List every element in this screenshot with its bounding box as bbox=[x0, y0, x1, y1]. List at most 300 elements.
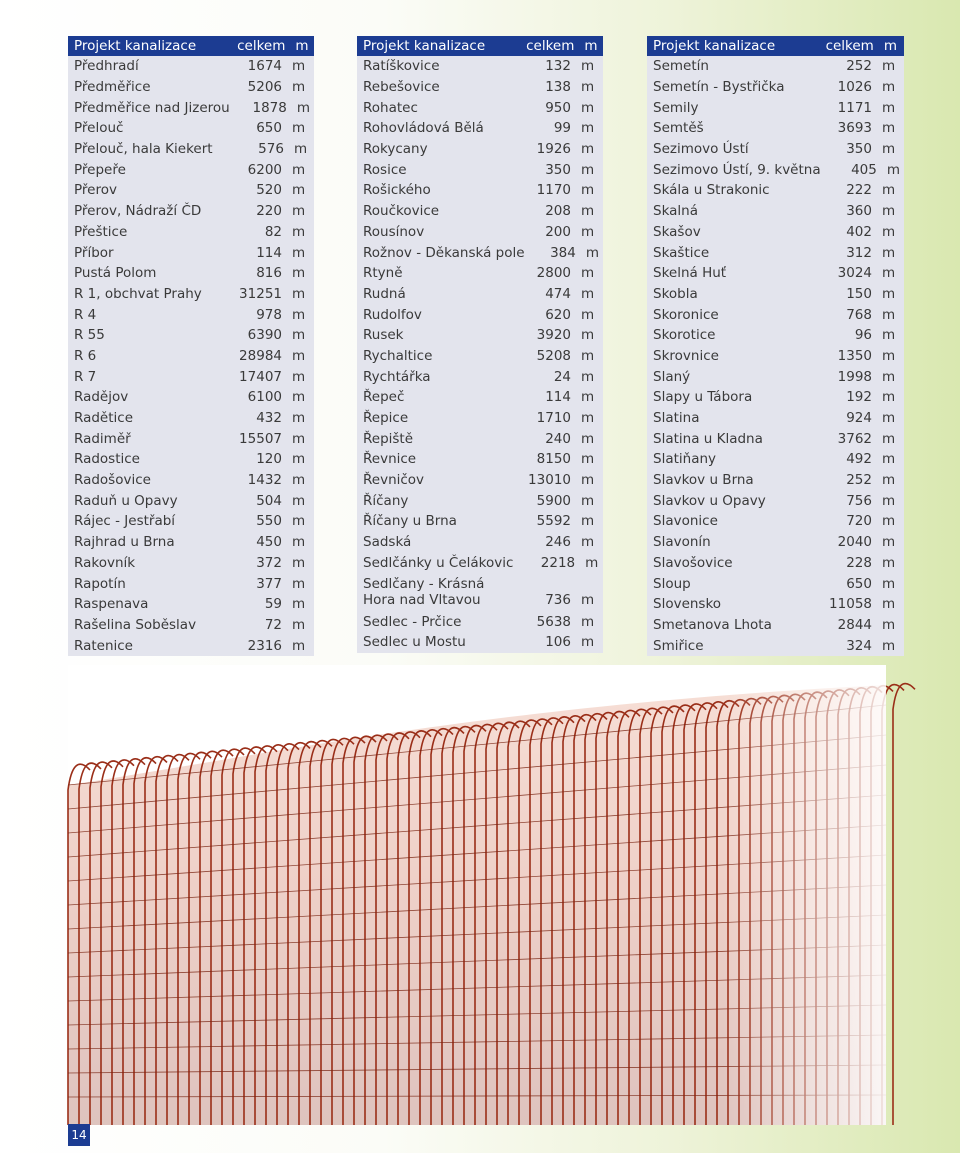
row-length: 504 bbox=[256, 492, 282, 509]
table-header bbox=[357, 36, 603, 56]
table-row bbox=[647, 284, 904, 305]
row-unit: m bbox=[882, 554, 896, 571]
row-unit: m bbox=[292, 120, 306, 137]
row-length: 350 bbox=[545, 161, 571, 178]
table-row bbox=[68, 77, 314, 98]
header-total: celkem bbox=[526, 38, 575, 54]
row-length: 5592 bbox=[536, 513, 571, 530]
row-location: Sezimovo Ústí, 9. května bbox=[653, 161, 821, 178]
row-length: 28984 bbox=[239, 347, 282, 364]
row-unit: m bbox=[292, 389, 306, 406]
row-location: Radiměř bbox=[74, 430, 131, 447]
table-row bbox=[647, 304, 904, 325]
row-length: 432 bbox=[256, 410, 282, 427]
header-project: Projekt kanalizace bbox=[653, 38, 776, 54]
row-unit: m bbox=[292, 513, 306, 530]
row-location: Rosice bbox=[363, 161, 407, 178]
row-location: Slavošovice bbox=[653, 554, 733, 571]
row-location: Smetanova Lhota bbox=[653, 616, 772, 633]
row-length: 978 bbox=[256, 306, 282, 323]
row-length: 200 bbox=[545, 223, 571, 240]
row-location: Smiřice bbox=[653, 637, 704, 654]
row-location: R 7 bbox=[74, 368, 97, 385]
table-row bbox=[647, 222, 904, 243]
row-unit: m bbox=[581, 534, 595, 551]
row-unit: m bbox=[882, 79, 896, 96]
row-unit: m bbox=[292, 451, 306, 468]
row-unit: m bbox=[581, 410, 595, 427]
row-unit: m bbox=[292, 616, 306, 633]
row-unit: m bbox=[581, 430, 595, 447]
row-unit: m bbox=[292, 244, 306, 261]
table-row bbox=[357, 449, 603, 470]
row-location: Předměřice nad Jizerou bbox=[74, 99, 230, 116]
row-length: 450 bbox=[256, 534, 282, 551]
row-length: 756 bbox=[846, 492, 872, 509]
row-unit: m bbox=[581, 79, 595, 96]
row-length: 208 bbox=[545, 203, 571, 220]
row-location: Řevničov bbox=[363, 472, 425, 489]
row-location: Slovensko bbox=[653, 596, 722, 613]
row-length: 192 bbox=[846, 389, 872, 406]
row-length: 1674 bbox=[247, 58, 282, 75]
row-location: Rožnov - Děkanská pole bbox=[363, 244, 525, 261]
row-location: Slatina bbox=[653, 410, 700, 427]
row-length: 99 bbox=[553, 120, 571, 137]
table-row bbox=[68, 346, 314, 367]
table-row bbox=[357, 263, 603, 284]
row-unit: m bbox=[581, 120, 595, 137]
row-location: Příbor bbox=[74, 244, 114, 261]
row-location: Rebešovice bbox=[363, 79, 440, 96]
row-unit: m bbox=[581, 492, 595, 509]
row-unit: m bbox=[581, 141, 595, 158]
row-location: Říčany bbox=[363, 492, 409, 509]
row-location: Rusek bbox=[363, 327, 404, 344]
row-length: 2800 bbox=[536, 265, 571, 282]
row-location: Rychaltice bbox=[363, 347, 433, 364]
row-location: Říčany u Brna bbox=[363, 513, 457, 530]
row-location: R 4 bbox=[74, 306, 97, 323]
row-length: 222 bbox=[846, 182, 872, 199]
row-length: 6100 bbox=[247, 389, 282, 406]
row-location: Skaštice bbox=[653, 244, 710, 261]
table-row bbox=[357, 553, 603, 574]
header-project: Projekt kanalizace bbox=[74, 38, 197, 54]
row-location: Rohovládová Bělá bbox=[363, 120, 484, 137]
table-row bbox=[357, 139, 603, 160]
table-row bbox=[647, 594, 904, 615]
header-unit: m bbox=[584, 38, 598, 54]
table-row bbox=[68, 573, 314, 594]
table-row bbox=[357, 428, 603, 449]
row-unit: m bbox=[581, 472, 595, 489]
row-unit: m bbox=[581, 285, 595, 302]
table-row bbox=[357, 366, 603, 387]
row-length: 11058 bbox=[829, 596, 872, 613]
pipe-rib bbox=[893, 684, 915, 1125]
row-length: 82 bbox=[264, 223, 282, 240]
row-location: Semetín - Bystřička bbox=[653, 79, 785, 96]
row-length: 114 bbox=[256, 244, 282, 261]
row-length: 950 bbox=[545, 99, 571, 116]
table-header bbox=[68, 36, 314, 56]
row-location: Skála u Strakonic bbox=[653, 182, 770, 199]
table-row bbox=[68, 449, 314, 470]
row-location: Skašov bbox=[653, 223, 701, 240]
row-length: 120 bbox=[256, 451, 282, 468]
row-length: 576 bbox=[258, 141, 284, 158]
table-row bbox=[647, 325, 904, 346]
row-location: Skobla bbox=[653, 285, 698, 302]
table-row bbox=[68, 263, 314, 284]
table-row bbox=[357, 325, 603, 346]
row-unit: m bbox=[296, 99, 310, 116]
row-location: Ratíškovice bbox=[363, 58, 440, 75]
row-length: 5900 bbox=[536, 492, 571, 509]
row-length: 1026 bbox=[837, 79, 872, 96]
row-length: 492 bbox=[846, 451, 872, 468]
row-location: Přerov bbox=[74, 182, 117, 199]
row-unit: m bbox=[882, 368, 896, 385]
row-unit: m bbox=[882, 285, 896, 302]
row-unit: m bbox=[581, 223, 595, 240]
row-length: 1878 bbox=[252, 99, 287, 116]
row-unit: m bbox=[882, 534, 896, 551]
row-unit: m bbox=[292, 79, 306, 96]
row-length: 350 bbox=[846, 141, 872, 158]
header-unit: m bbox=[883, 38, 897, 54]
table-row bbox=[68, 242, 314, 263]
table-row bbox=[357, 222, 603, 243]
row-length: 72 bbox=[264, 616, 282, 633]
table-row bbox=[357, 97, 603, 118]
corrugated-pipe-image bbox=[68, 665, 886, 1125]
row-location: Sedlčany - Krásná Hora nad Vltavou bbox=[363, 576, 485, 609]
row-length: 2040 bbox=[837, 534, 872, 551]
table-row bbox=[357, 56, 603, 77]
table-row bbox=[647, 387, 904, 408]
row-length: 1350 bbox=[837, 347, 872, 364]
row-location: Rousínov bbox=[363, 223, 425, 240]
table-row bbox=[357, 470, 603, 491]
table-column-1 bbox=[68, 36, 314, 656]
row-length: 252 bbox=[846, 58, 872, 75]
row-length: 2316 bbox=[247, 637, 282, 654]
row-length: 24 bbox=[553, 368, 571, 385]
table-row bbox=[68, 490, 314, 511]
table-row bbox=[647, 615, 904, 636]
row-length: 3024 bbox=[837, 265, 872, 282]
row-unit: m bbox=[581, 306, 595, 323]
header-project: Projekt kanalizace bbox=[363, 38, 486, 54]
row-unit: m bbox=[882, 410, 896, 427]
row-unit: m bbox=[882, 182, 896, 199]
table-row bbox=[68, 594, 314, 615]
row-location: Rudná bbox=[363, 285, 406, 302]
row-unit: m bbox=[882, 492, 896, 509]
row-location: Slaný bbox=[653, 368, 691, 385]
row-location: Radějov bbox=[74, 389, 129, 406]
row-location: Slavonín bbox=[653, 534, 711, 551]
row-unit: m bbox=[292, 596, 306, 613]
row-length: 924 bbox=[846, 410, 872, 427]
row-location: Přelouč, hala Kiekert bbox=[74, 141, 213, 158]
row-unit: m bbox=[292, 285, 306, 302]
row-length: 228 bbox=[846, 554, 872, 571]
table-row bbox=[68, 553, 314, 574]
row-location: Rychtářka bbox=[363, 368, 431, 385]
row-length: 384 bbox=[550, 244, 576, 261]
row-location: Sloup bbox=[653, 575, 691, 592]
row-length: 8150 bbox=[536, 451, 571, 468]
row-length: 650 bbox=[846, 575, 872, 592]
row-unit: m bbox=[581, 203, 595, 220]
table-row bbox=[647, 449, 904, 470]
row-length: 96 bbox=[854, 327, 872, 344]
row-location: Slapy u Tábora bbox=[653, 389, 753, 406]
table-row bbox=[357, 532, 603, 553]
table-row bbox=[357, 304, 603, 325]
table-row bbox=[68, 118, 314, 139]
row-unit: m bbox=[581, 389, 595, 406]
table-row bbox=[647, 242, 904, 263]
row-location: Skorotice bbox=[653, 327, 716, 344]
row-location: Sezimovo Ústí bbox=[653, 141, 749, 158]
row-length: 246 bbox=[545, 534, 571, 551]
row-length: 405 bbox=[851, 161, 877, 178]
row-location: Sedlec u Mostu bbox=[363, 634, 466, 651]
table-column-3 bbox=[647, 36, 904, 656]
row-location: Skelná Huť bbox=[653, 265, 727, 282]
row-unit: m bbox=[292, 327, 306, 344]
row-unit: m bbox=[882, 265, 896, 282]
table-row bbox=[647, 97, 904, 118]
table-row bbox=[647, 470, 904, 491]
table-row bbox=[647, 573, 904, 594]
row-unit: m bbox=[886, 161, 900, 178]
row-unit: m bbox=[882, 637, 896, 654]
row-unit: m bbox=[292, 265, 306, 282]
table-row bbox=[68, 180, 314, 201]
row-location: Rajhrad u Brna bbox=[74, 534, 175, 551]
table-row bbox=[647, 635, 904, 656]
table-row bbox=[68, 470, 314, 491]
row-location: Předhradí bbox=[74, 58, 139, 75]
row-location: Slatina u Kladna bbox=[653, 430, 763, 447]
row-length: 620 bbox=[545, 306, 571, 323]
row-length: 6200 bbox=[247, 161, 282, 178]
row-length: 650 bbox=[256, 120, 282, 137]
row-location: Rakovník bbox=[74, 554, 136, 571]
row-location: Rašelina Soběslav bbox=[74, 616, 197, 633]
table-rows bbox=[357, 56, 603, 653]
row-length: 550 bbox=[256, 513, 282, 530]
row-location: Skalná bbox=[653, 203, 699, 220]
row-length: 1171 bbox=[837, 99, 872, 116]
row-length: 736 bbox=[545, 592, 571, 609]
row-location: Skrovnice bbox=[653, 347, 719, 364]
row-unit: m bbox=[581, 613, 595, 630]
row-unit: m bbox=[292, 347, 306, 364]
table-row bbox=[357, 201, 603, 222]
row-length: 816 bbox=[256, 265, 282, 282]
row-unit: m bbox=[292, 554, 306, 571]
table-row bbox=[357, 611, 603, 632]
row-length: 2844 bbox=[837, 616, 872, 633]
row-length: 3920 bbox=[536, 327, 571, 344]
table-rows bbox=[68, 56, 314, 656]
row-unit: m bbox=[882, 327, 896, 344]
table-row bbox=[357, 242, 603, 263]
row-unit: m bbox=[882, 203, 896, 220]
row-length: 1170 bbox=[536, 182, 571, 199]
header-unit: m bbox=[295, 38, 309, 54]
row-location: Řepice bbox=[363, 410, 409, 427]
row-unit: m bbox=[292, 637, 306, 654]
row-unit: m bbox=[882, 616, 896, 633]
row-location: Rájec - Jestřabí bbox=[74, 513, 176, 530]
table-row bbox=[647, 553, 904, 574]
row-location: Radošovice bbox=[74, 472, 151, 489]
row-unit: m bbox=[882, 389, 896, 406]
row-unit: m bbox=[585, 244, 599, 261]
row-location: Raduň u Opavy bbox=[74, 492, 178, 509]
row-length: 1710 bbox=[536, 410, 571, 427]
row-unit: m bbox=[581, 58, 595, 75]
row-unit: m bbox=[882, 99, 896, 116]
row-location: Raspenava bbox=[74, 596, 149, 613]
table-row bbox=[647, 346, 904, 367]
header-total: celkem bbox=[825, 38, 874, 54]
table-row bbox=[357, 159, 603, 180]
row-unit: m bbox=[882, 575, 896, 592]
table-row bbox=[68, 159, 314, 180]
table-row bbox=[357, 490, 603, 511]
table-column-2 bbox=[357, 36, 603, 653]
row-length: 720 bbox=[846, 513, 872, 530]
row-unit: m bbox=[882, 596, 896, 613]
row-length: 15507 bbox=[239, 430, 282, 447]
row-length: 150 bbox=[846, 285, 872, 302]
table-row bbox=[68, 97, 314, 118]
table-rows bbox=[647, 56, 904, 656]
table-row bbox=[647, 490, 904, 511]
row-length: 372 bbox=[256, 554, 282, 571]
table-row bbox=[357, 284, 603, 305]
row-length: 5206 bbox=[247, 79, 282, 96]
row-location: Řevnice bbox=[363, 451, 417, 468]
table-row bbox=[68, 511, 314, 532]
row-unit: m bbox=[292, 472, 306, 489]
row-unit: m bbox=[882, 451, 896, 468]
table-row bbox=[68, 366, 314, 387]
row-location: R 6 bbox=[74, 347, 97, 364]
row-length: 5638 bbox=[536, 613, 571, 630]
row-unit: m bbox=[882, 58, 896, 75]
row-length: 13010 bbox=[528, 472, 571, 489]
table-row bbox=[647, 408, 904, 429]
row-unit: m bbox=[882, 347, 896, 364]
table-row bbox=[68, 428, 314, 449]
row-length: 1926 bbox=[536, 141, 571, 158]
table-row bbox=[357, 408, 603, 429]
row-unit: m bbox=[292, 223, 306, 240]
row-location: R 55 bbox=[74, 327, 105, 344]
table-row bbox=[357, 346, 603, 367]
row-length: 402 bbox=[846, 223, 872, 240]
row-length: 768 bbox=[846, 306, 872, 323]
table-row bbox=[357, 632, 603, 653]
row-location: Sedlec - Prčice bbox=[363, 613, 462, 630]
row-length: 3762 bbox=[837, 430, 872, 447]
row-unit: m bbox=[882, 472, 896, 489]
row-unit: m bbox=[882, 430, 896, 447]
row-length: 360 bbox=[846, 203, 872, 220]
row-location: Přerov, Nádraží ČD bbox=[74, 203, 202, 220]
row-unit: m bbox=[581, 451, 595, 468]
row-location: Slavonice bbox=[653, 513, 718, 530]
table-row bbox=[647, 532, 904, 553]
table-row bbox=[357, 180, 603, 201]
row-length: 377 bbox=[256, 575, 282, 592]
table-row bbox=[68, 284, 314, 305]
table-row bbox=[357, 511, 603, 532]
row-length: 17407 bbox=[239, 368, 282, 385]
row-unit: m bbox=[882, 120, 896, 137]
row-location: Rtyně bbox=[363, 265, 403, 282]
row-length: 2218 bbox=[540, 554, 576, 571]
row-location: Slavkov u Brna bbox=[653, 472, 754, 489]
row-unit: m bbox=[292, 534, 306, 551]
row-unit: m bbox=[581, 99, 595, 116]
row-length: 106 bbox=[545, 634, 571, 651]
row-location: Rošického bbox=[363, 182, 431, 199]
row-location: Rokycany bbox=[363, 141, 428, 158]
row-location: Rudolfov bbox=[363, 306, 422, 323]
row-unit: m bbox=[292, 306, 306, 323]
row-unit: m bbox=[882, 306, 896, 323]
row-unit: m bbox=[882, 141, 896, 158]
row-location: Řepiště bbox=[363, 430, 414, 447]
page-number: 14 bbox=[68, 1124, 90, 1146]
table-row bbox=[357, 77, 603, 98]
row-unit: m bbox=[292, 203, 306, 220]
row-location: Semily bbox=[653, 99, 699, 116]
table-row bbox=[357, 387, 603, 408]
row-location: Slavkov u Opavy bbox=[653, 492, 766, 509]
table-row bbox=[647, 139, 904, 160]
row-length: 1432 bbox=[247, 472, 282, 489]
row-location: Rohatec bbox=[363, 99, 418, 116]
table-row bbox=[68, 408, 314, 429]
table-row bbox=[68, 387, 314, 408]
row-length: 132 bbox=[545, 58, 571, 75]
row-location: Přelouč bbox=[74, 120, 124, 137]
row-location: Slatiňany bbox=[653, 451, 717, 468]
table-row bbox=[647, 201, 904, 222]
row-unit: m bbox=[292, 58, 306, 75]
row-location: Semtěš bbox=[653, 120, 704, 137]
row-unit: m bbox=[581, 161, 595, 178]
table-row bbox=[647, 77, 904, 98]
table-row bbox=[647, 180, 904, 201]
row-length: 474 bbox=[545, 285, 571, 302]
row-length: 220 bbox=[256, 203, 282, 220]
table-row bbox=[647, 159, 904, 180]
row-length: 1998 bbox=[837, 368, 872, 385]
row-location: Radostice bbox=[74, 451, 140, 468]
